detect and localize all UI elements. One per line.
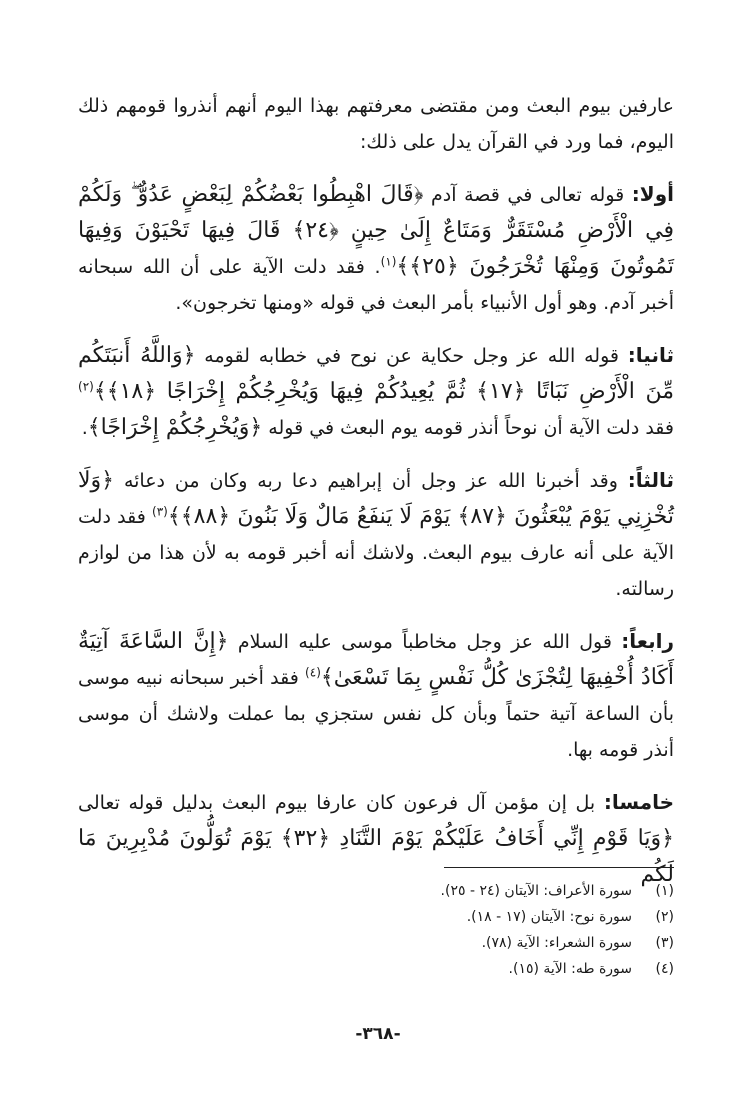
- quran-verse: ﴿قَالَ اهْبِطُوا بَعْضُكُمْ لِبَعْضٍ عَدُوٌّ ۖ وَلَكُمْ فِي الْأَرْضِ مُسْتَقَرٌّ وَمَتَاعٌ إِلَىٰ حِينٍ ﴿٢٤﴾ قَالَ فِيهَا تَحْيَوْنَ وَفِيهَا تَمُوتُونَ وَمِنْهَا تُخْرَجُونَ ﴿٢٥﴾﴾: [78, 182, 675, 279]
- paragraph-third: [78, 462, 674, 607]
- footnote-2: [78, 904, 674, 930]
- page-number: -٣٦٨-: [355, 1024, 401, 1044]
- paragraph-text: وقد أخبرنا الله عز وجل أن إبراهيم دعا ربه وكان من دعائه: [114, 470, 628, 492]
- footnote-reference: (١): [380, 254, 397, 269]
- paragraph-text: .: [81, 417, 88, 439]
- paragraph-first: [78, 176, 674, 321]
- footnote-number: (٢): [655, 909, 674, 925]
- paragraph-text: قول الله عز وجل مخاطباً موسى عليه السلام: [228, 631, 622, 653]
- footnote-number: (٤): [655, 961, 674, 977]
- paragraph-fourth: [78, 623, 674, 768]
- footnote-reference: (٣): [152, 504, 168, 519]
- paragraph-lead: خامسا:: [603, 790, 674, 814]
- main-text: [78, 88, 674, 909]
- quran-verse: ﴿وَاللَّهُ أَنبَتَكُم مِّنَ الْأَرْضِ نَبَاتًا ﴿١٧﴾ ثُمَّ يُعِيدُكُمْ فِيهَا وَيُخْرِجُكُمْ إِخْرَاجًا ﴿١٨﴾﴾: [78, 343, 674, 404]
- footnote-text: سورة نوح: الآيتان (١٧ - ١٨).: [466, 909, 632, 925]
- paragraph-text: فقد دلت الآية أن نوحاً أنذر قومه يوم البعث في قوله: [262, 417, 674, 439]
- paragraph-text: عارفين بيوم البعث ومن مقتضى معرفتهم بهذا اليوم أنهم أنذروا قومهم ذلك اليوم، فما ورد في القرآن يدل على ذلك:: [78, 95, 674, 153]
- footnote-divider: [444, 867, 674, 868]
- paragraph-text: . فقد دلت الآية على أن الله سبحانه أخبر آدم. وهو أول الأنبياء بأمر البعث في قوله «ومنها تخرجون».: [78, 256, 674, 314]
- paragraph-intro: [78, 88, 674, 160]
- paragraph-text: فقد دلت الآية على أنه عارف بيوم البعث. ولاشك أنه أخبر قومه به لأن هذا من لوازم رسالته.: [78, 506, 674, 600]
- footnote-text: سورة الأعراف: الآيتان (٢٤ - ٢٥).: [440, 883, 632, 899]
- paragraph-text: بل إن مؤمن آل فرعون كان عارفا بيوم البعث بدليل قوله تعالى: [78, 792, 604, 814]
- paragraph-fifth: [78, 784, 674, 893]
- footnote-1: [78, 878, 674, 904]
- quran-verse: ﴿وَيُخْرِجُكُمْ إِخْرَاجًا﴾: [87, 415, 263, 440]
- quran-verse: ﴿وَيَا قَوْمِ إِنِّي أَخَافُ عَلَيْكُمْ يَوْمَ التَّنَادِ ﴿٣٢﴾ يَوْمَ تُوَلُّونَ مُدْبِرِينَ مَا لَكُم: [78, 826, 674, 887]
- paragraph-lead: رابعاً:: [621, 629, 674, 653]
- footnote-4: [78, 956, 674, 982]
- paragraph-lead: أولا:: [631, 182, 674, 206]
- footnote-number: (١): [655, 883, 674, 899]
- paragraph-lead: ثالثاً:: [627, 468, 674, 492]
- footnote-text: سورة الشعراء: الآية (٧٨).: [481, 935, 632, 951]
- footnote-reference: (٢): [78, 379, 94, 394]
- quran-verse: ﴿وَلَا تُخْزِنِي يَوْمَ يُبْعَثُونَ ﴿٨٧﴾ يَوْمَ لَا يَنفَعُ مَالٌ وَلَا بَنُونَ ﴿٨٨﴾﴾: [78, 468, 675, 529]
- footnotes: [78, 878, 674, 982]
- footnote-text: سورة طه: الآية (١٥).: [508, 961, 632, 977]
- quran-verse: ﴿إِنَّ السَّاعَةَ آتِيَةٌ أَكَادُ أُخْفِيهَا لِتُجْزَىٰ كُلُّ نَفْسٍ بِمَا تَسْعَىٰ﴾: [78, 629, 674, 690]
- paragraph-text: قوله الله عز وجل حكاية عن نوح في خطابه لقومه: [195, 345, 628, 367]
- footnote-number: (٣): [655, 935, 674, 951]
- footnote-3: [78, 930, 674, 956]
- footnote-reference: (٤): [305, 665, 321, 680]
- paragraph-second: [78, 337, 674, 446]
- paragraph-text: قوله تعالى في قصة آدم: [423, 184, 632, 206]
- paragraph-lead: ثانيا:: [627, 343, 674, 367]
- paragraph-text: فقد أخبر سبحانه نبيه موسى بأن الساعة آتية حتماً وبأن كل نفس ستجزي بما عملت ولاشك أن موسى أنذر قومه بها.: [78, 667, 674, 761]
